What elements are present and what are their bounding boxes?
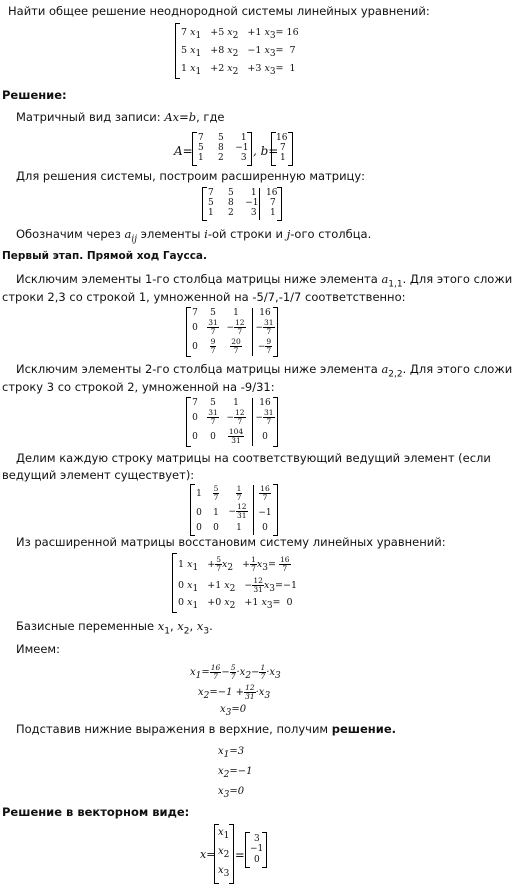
step2-text-2: строку 3 со строкой 2, умноженной на -9/31: <box>2 380 275 394</box>
vector-x-label: x= <box>200 848 216 861</box>
matrix-step3: 1 $\frac{5}{7}$ $\frac{1}{7}$ 0 1 − $\frac{12}{31}$ 0 0 1 $\frac{16}{7}$ −1 0 <box>190 484 278 536</box>
b-label: , b= <box>253 144 279 158</box>
substitute-text: Подставив нижние выражения в верхние, получим решение. <box>16 722 396 736</box>
vector-solution: 3 −1 0 <box>245 832 267 868</box>
step2-text-1: Исключим элементы 2-го столбца матрицы ниже элемента $a_{2,2}$. Для этого сложи <box>16 362 512 380</box>
equals-sign: = <box>235 848 245 862</box>
original-system: 7 $x_1 +5$ $x_2 +1$ $x_3= 16$ 5 $x_1 +8$ $x_2 -1$ $x_3= 7$ 1 $x_1 +2$ $x_2 +3$ $x_3= 1$ <box>175 23 296 79</box>
task-text: Найти общее решение неоднородной системы линейных уравнений: <box>8 4 430 18</box>
matrix-step2: 7 5 1 0 $\frac{31}{7}$ − $\frac{12}{7}$ 0 0 $\frac{104}{31}$ 16 − $\frac{31}{7}$ 0 <box>186 397 278 447</box>
expr-x3: $x_3=0$ <box>220 704 247 718</box>
stage1-heading: Первый этап. Прямой ход Гаусса. <box>2 250 207 262</box>
notation-text: Обозначим через $a_{ij}$ элементы i-ой строки и j-ого столбца. <box>16 227 372 245</box>
expr-x2: $x_2=-1$ + $\frac{12}{31}$ $\cdot x_3$ <box>198 683 271 701</box>
expr-x1: $x_1=$ $\frac{16}{7}$ − $\frac{5}{7}$ $\cdot x_2-$ $\frac{1}{7}$ $\cdot x_3$ <box>190 663 281 681</box>
matrix-a: 7 5 1 5 8 −1 1 2 3 <box>192 132 252 166</box>
vector-heading: Решение в векторном виде: <box>2 805 190 819</box>
solution-x3: $x_3=0$ <box>218 786 245 800</box>
matrix-step1: 7 5 1 0 $\frac{31}{7}$ − $\frac{12}{7}$ 0 $\frac{9}{7}$ $\frac{20}{7}$ 16 − $\frac{31}{7}$ − $\frac{9}{7}$ <box>186 307 278 357</box>
step3-text-1: Делим каждую строку матрицы на соответствующий ведущий элемент (если <box>16 451 491 465</box>
solution-x2: $x_2=-1$ <box>218 766 253 780</box>
restored-system: 1 $x_1$ + $\frac{5}{7}$ $x_2$ + $\frac{1}{7}$ $x_3=$ $\frac{16}{7}$ 0 $x_1 +1$ $x_2$ − $\frac{12}{31}$ $x_3=-1$ 0 $x_1 +0$ $x_2 +1$ $x_3= 0$ <box>172 553 298 613</box>
vector-x: $x_1$ $x_2$ $x_3$ <box>214 824 234 884</box>
restore-text: Из расширенной матрицы восстановим систему линейных уравнений: <box>16 535 446 549</box>
have-text: Имеем: <box>16 642 60 656</box>
step1-text-2: строки 2,3 со строкой 1, умноженной на -5/7,-1/7 соответственно: <box>2 290 406 304</box>
vector-b: 16 7 1 <box>271 132 293 166</box>
augmented-matrix: 7 5 1 5 8 −1 1 2 3 16 7 1 <box>202 187 282 221</box>
a-label: A= <box>174 144 193 158</box>
solution-x1: $x_1=3$ <box>218 746 245 760</box>
step1-text-1: Исключим элементы 1-го столбца матрицы ниже элемента $a_{1,1}$. Для этого сложи <box>16 272 512 290</box>
step3-text-2: ведущий элемент существует): <box>2 468 195 482</box>
matrix-form-text: Матричный вид записи: Ax=b, где <box>16 110 225 124</box>
solution-heading: Решение: <box>2 88 67 102</box>
augmented-text: Для решения системы, построим расширенную матрицу: <box>16 169 366 183</box>
basic-vars-text: Базисные переменные $x_1$, $x_2$, $x_3$. <box>16 619 213 637</box>
